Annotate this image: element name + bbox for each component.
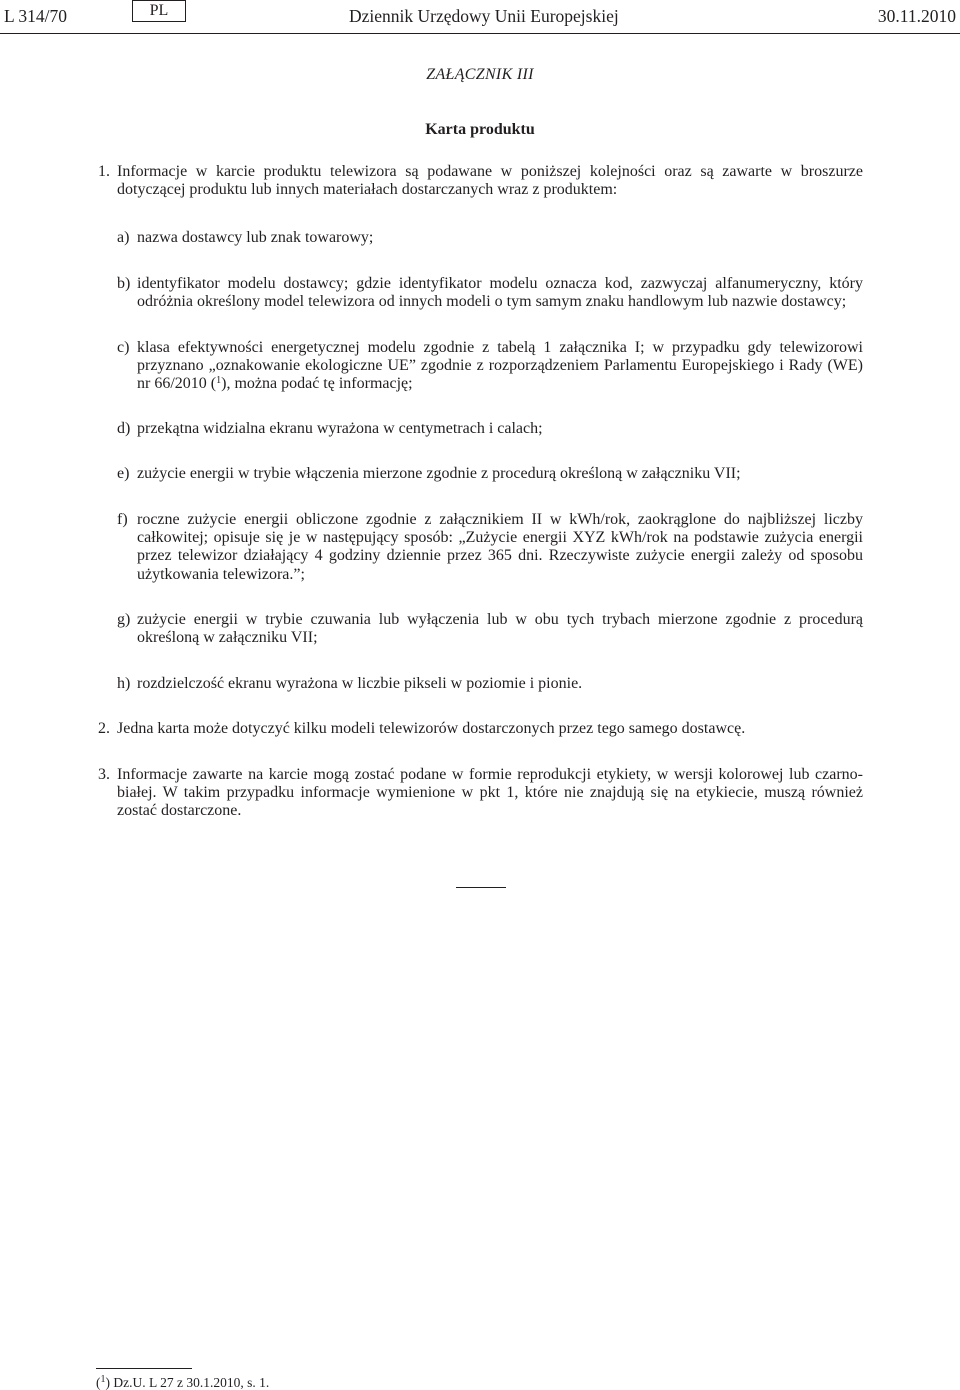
page-reference: L 314/70 <box>4 6 68 26</box>
footnote-text: Dz.U. L 27 z 30.1.2010, s. 1. <box>113 1375 270 1390</box>
point-3-number: 3. <box>98 766 110 783</box>
item-h-label: h) <box>117 675 131 692</box>
footnote-marker: 1 <box>100 1374 106 1385</box>
item-f-text: roczne zużycie energii obliczone zgodnie z załącznikiem II w kWh/rok, zaokrąglone do najbliższej liczby całkowitej; opisuje się je w następujący sposób: „Zużycie energii XYZ kWh/rok na podstawie zużycia energii przez telewizor działający 4 godziny dziennie przez 365 dni. Rzeczywiste zużycie energii zależy od sposobu użytkowania telewizora.”; <box>137 511 863 583</box>
header-divider <box>0 33 960 34</box>
footnote-reference: 1 <box>216 375 222 387</box>
item-f-label: f) <box>117 511 128 528</box>
item-d-label: d) <box>117 420 131 437</box>
item-b-text: identyfikator modelu dostawcy; gdzie identyfikator modelu oznacza kod, zazwyczaj alfanumeryczny, który odróżnia określony model telewizora od innych modeli o tym samym znaku handlowym lub nazwie dostawcy; <box>137 275 863 311</box>
item-c-text-before: klasa efektywności energetycznej modelu zgodnie z tabelą 1 załącznika I; w przypadku gdy telewizorowi przyznano „oznakowanie ekologiczne UE” zgodnie z rozporządzeniem Parlamentu Europejskiego i Rady (WE) nr 66/2010 ( <box>137 339 863 393</box>
item-e-text: zużycie energii w trybie włączenia mierzone zgodnie z procedurą określoną w załączniku VII; <box>137 465 741 482</box>
item-g-label: g) <box>117 611 131 628</box>
item-c-text-after: ), można podać tę informację; <box>221 375 413 393</box>
point-1-text: Informacje w karcie produktu telewizora są podawane w poniższej kolejności oraz są zawarte w broszurze dotyczącej produktu lub innych materiałach dostarczanych wraz z produktem: <box>117 163 863 199</box>
publication-date: 30.11.2010 <box>877 6 956 26</box>
point-1-number: 1. <box>98 163 110 180</box>
footnote-divider <box>96 1368 192 1369</box>
footnote: ($^1$) Dz.U. L 27 z 30.1.2010, s. 1. <box>96 1374 270 1390</box>
item-b-label: b) <box>117 275 131 292</box>
journal-title: Dziennik Urzędowy Unii Europejskiej <box>349 6 619 26</box>
item-g-text: zużycie energii w trybie czuwania lub wyłączenia lub w obu tych trybach mierzone zgodnie z procedurą określoną w załączniku VII; <box>137 611 863 647</box>
document-title: Karta produktu <box>425 121 535 138</box>
point-2-text: Jedna karta może dotyczyć kilku modeli telewizorów dostarczonych przez tego samego dostawcę. <box>117 720 746 737</box>
item-d-text: przekątna widzialna ekranu wyrażona w centymetrach i calach; <box>137 420 543 437</box>
end-separator <box>456 887 506 888</box>
item-a-label: a) <box>117 229 130 246</box>
annex-label: ZAŁĄCZNIK III <box>426 66 534 83</box>
point-3-text: Informacje zawarte na karcie mogą zostać podane w formie reprodukcji etykiety, w wersji kolorowej lub czarno-białej. W takim przypadku informacje wymienione w pkt 1, które nie znajdują się na etykiecie, muszą również zostać dostarczone. <box>117 766 863 820</box>
language-badge: PL <box>132 0 186 22</box>
item-h-text: rozdzielczość ekranu wyrażona w liczbie pikseli w poziomie i pionie. <box>137 675 583 692</box>
item-a-text: nazwa dostawcy lub znak towarowy; <box>137 229 374 246</box>
item-c-label: c) <box>117 339 130 356</box>
item-e-label: e) <box>117 465 130 482</box>
point-2-number: 2. <box>98 720 110 737</box>
item-c-text <box>137 339 863 394</box>
